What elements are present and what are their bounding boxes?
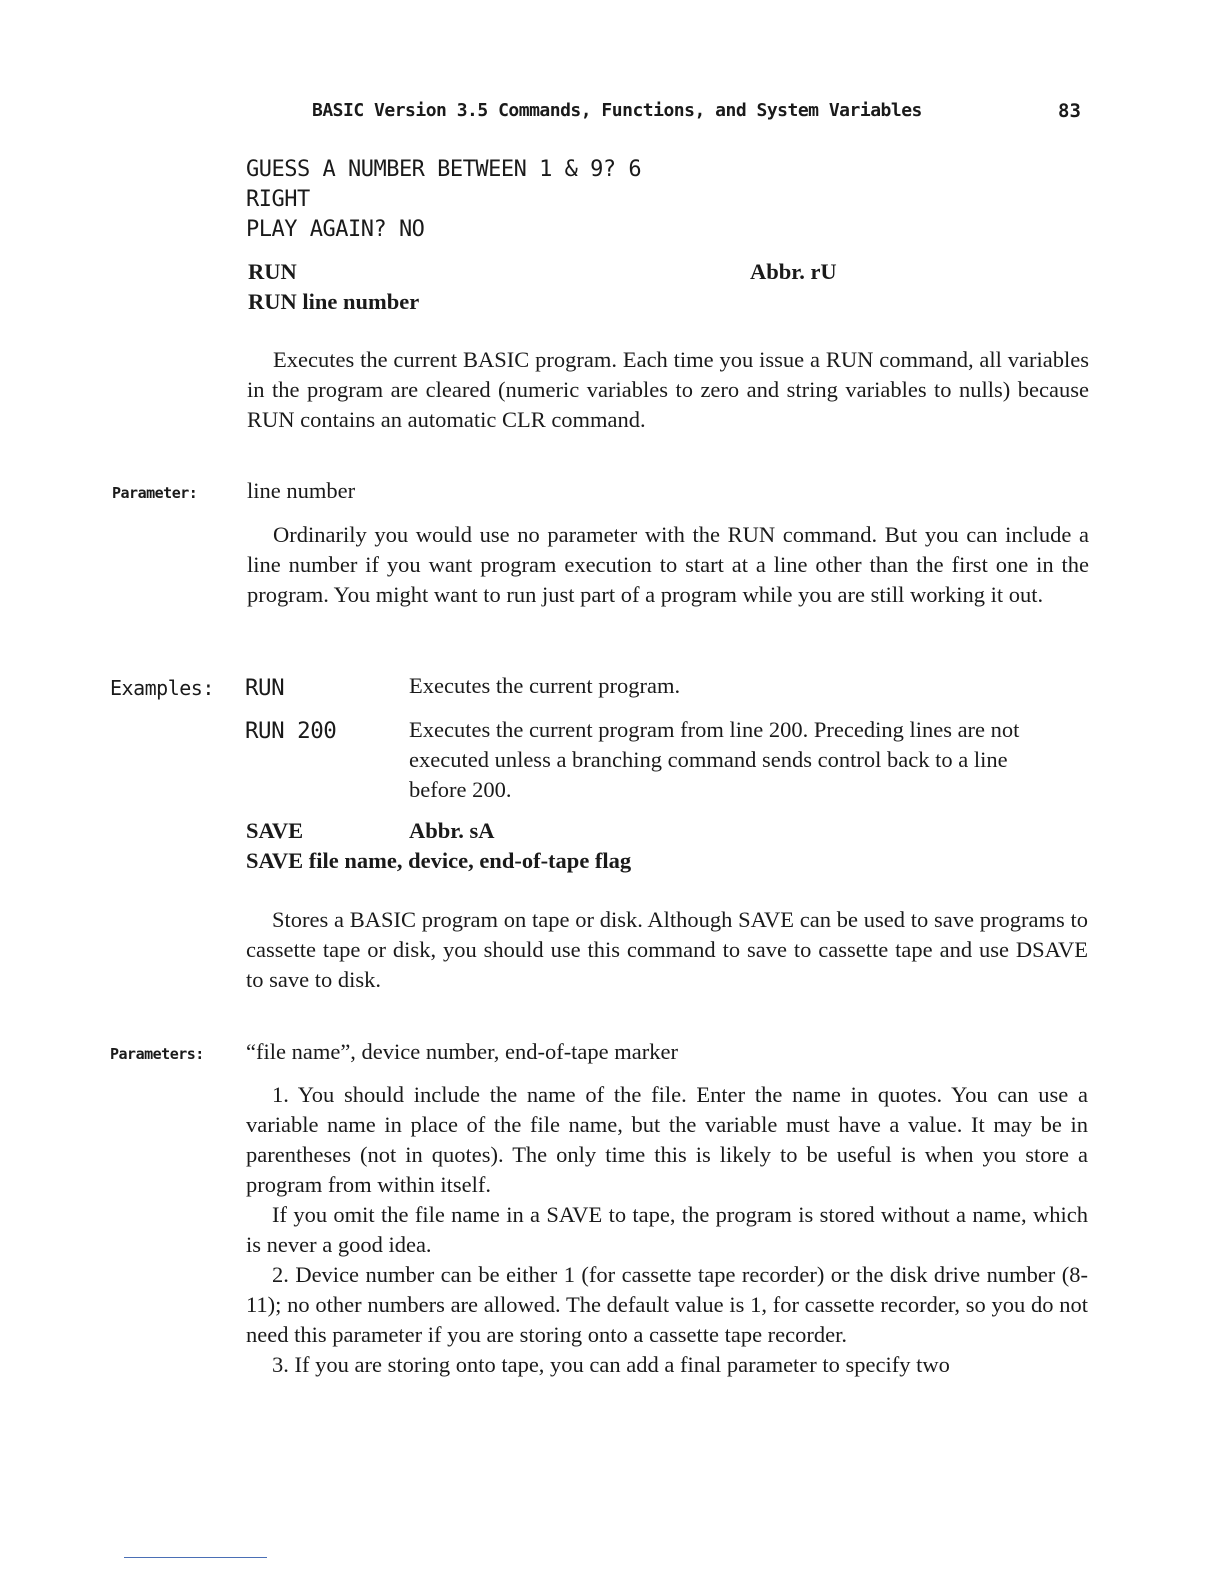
run-abbreviation: Abbr. rU bbox=[750, 259, 837, 284]
example-code: RUN bbox=[245, 675, 285, 701]
example-description-text: Executes the current program from line 200. Preceding lines are not executed unless a branching command sends control back to a line before 200. bbox=[409, 717, 1020, 802]
save-description-text: Stores a BASIC program on tape or disk. Although SAVE can be used to save programs to cassette tape or disk, you should use this command to save to cassette tape and use DSAVE to save to disk. bbox=[246, 907, 1088, 992]
run-parameter-text: Ordinarily you would use no parameter with the RUN command. But you can include a line number if you want program execution to start at a line other than the first one in the program. You might want to run just part of a program while you are still working it out. bbox=[247, 522, 1089, 607]
save-parameters-description bbox=[246, 1080, 1088, 1380]
run-command-heading: RUN bbox=[248, 259, 297, 284]
save-paragraph: 3. If you are storing onto tape, you can add a final parameter to specify two bbox=[272, 1352, 950, 1377]
running-title: BASIC Version 3.5 Commands, Functions, and System Variables bbox=[312, 100, 922, 121]
example-code: RUN 200 bbox=[245, 718, 337, 744]
run-syntax: RUN line number bbox=[248, 289, 420, 314]
save-command-heading: SAVE bbox=[246, 818, 304, 843]
run-parameter-value: line number bbox=[247, 478, 356, 503]
examples-label: Examples: bbox=[110, 676, 214, 700]
screen-output-line: PLAY AGAIN? NO bbox=[246, 217, 425, 242]
save-parameters-value: “file name”, device number, end-of-tape marker bbox=[246, 1039, 678, 1064]
save-description bbox=[246, 905, 1088, 995]
run-parameter-description bbox=[247, 520, 1089, 610]
page-number: 83 bbox=[1058, 100, 1081, 122]
footer-rule bbox=[124, 1557, 267, 1558]
parameter-label: Parameter: bbox=[112, 484, 198, 502]
run-description bbox=[247, 345, 1089, 435]
save-paragraph: If you omit the file name in a SAVE to tape, the program is stored without a name, which is never a good idea. bbox=[246, 1202, 1088, 1257]
screen-output-line: GUESS A NUMBER BETWEEN 1 & 9? 6 bbox=[246, 157, 642, 182]
save-abbreviation: Abbr. sA bbox=[409, 818, 495, 843]
screen-output-line: RIGHT bbox=[246, 187, 310, 212]
save-syntax: SAVE file name, device, end-of-tape flag bbox=[246, 848, 632, 873]
example-description: Executes the current program. bbox=[409, 673, 681, 698]
save-paragraph: 2. Device number can be either 1 (for cassette tape recorder) or the disk drive number (8-11); no other numbers are allowed. The default value is 1, for cassette recorder, so you do not need this parameter if you are storing onto a cassette tape recorder. bbox=[246, 1262, 1088, 1347]
example-description bbox=[409, 715, 1054, 805]
save-paragraph: 1. You should include the name of the file. Enter the name in quotes. You can use a variable name in place of the file name, but the variable must have a value. It may be in parentheses (not in quotes). The only time this is likely to be useful is when you store a program from within itself. bbox=[246, 1082, 1088, 1197]
run-description-text: Executes the current BASIC program. Each time you issue a RUN command, all variables in the program are cleared (numeric variables to zero and string variables to nulls) because RUN contains an automatic CLR command. bbox=[247, 347, 1089, 432]
parameters-label: Parameters: bbox=[110, 1045, 204, 1063]
